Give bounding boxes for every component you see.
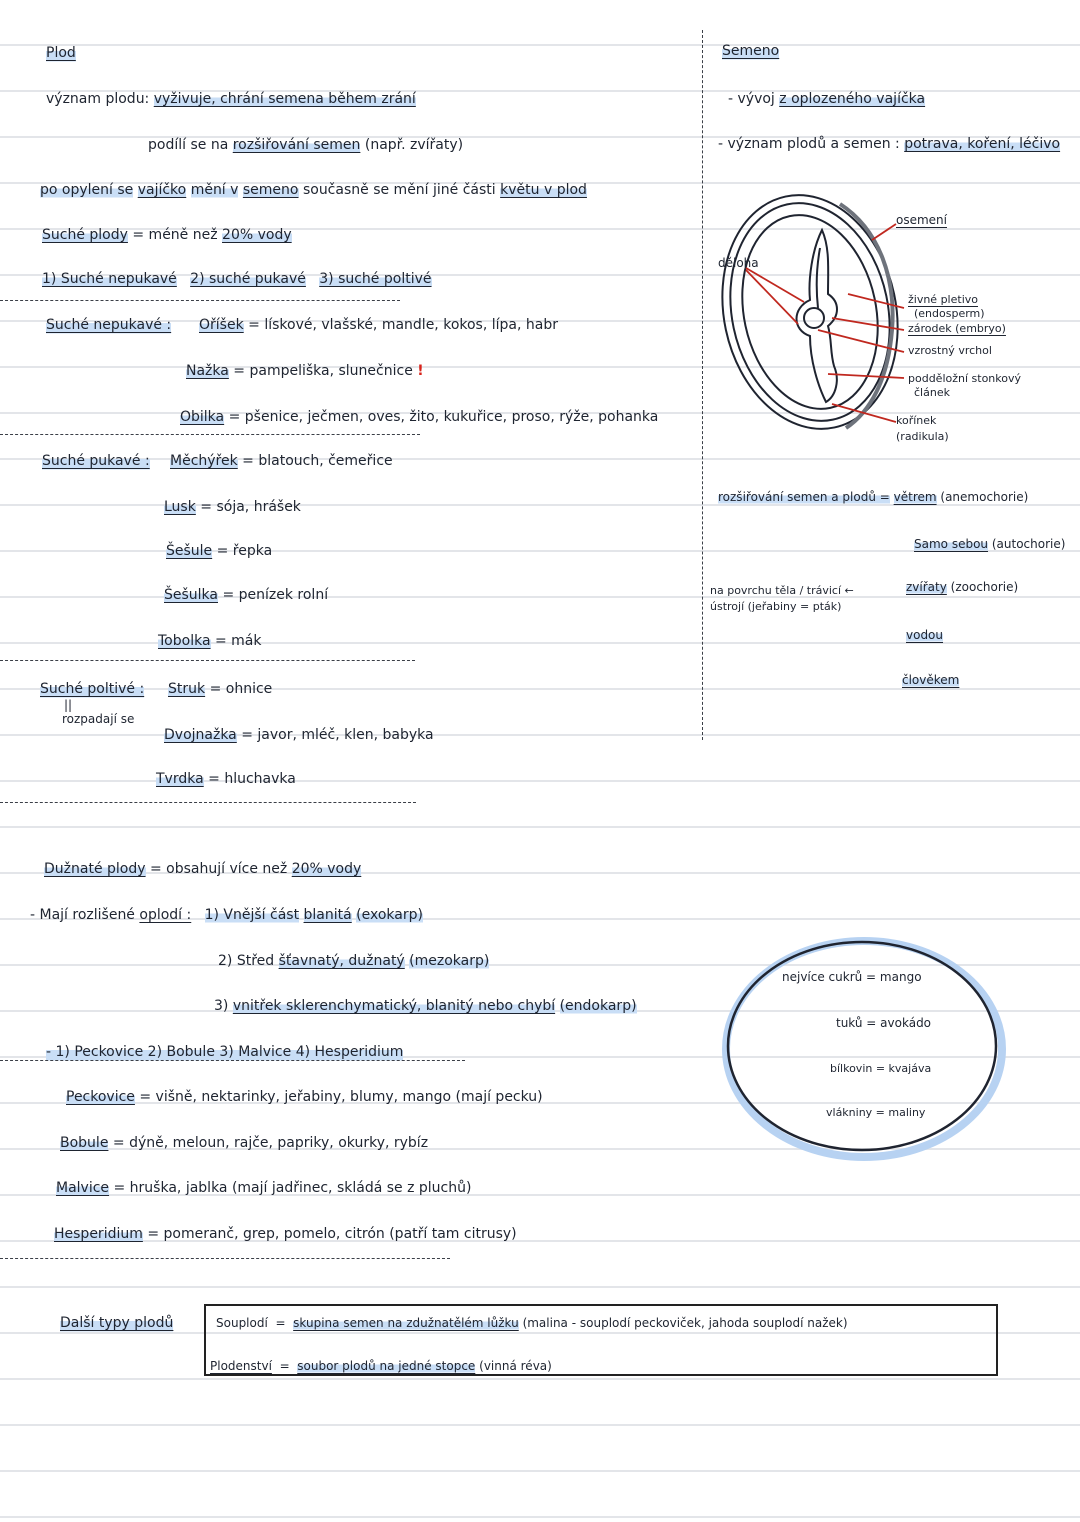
desc: = řepka	[216, 543, 273, 559]
rozsirovani-a: rozšiřování semen a plodů =	[718, 490, 890, 504]
layer2-c: (mezokarp)	[409, 953, 490, 969]
diagram-label-deloha: děloha	[718, 256, 759, 270]
desc: = hluchavka	[208, 771, 296, 787]
plod-title: Plod	[46, 45, 76, 61]
poltive-eq-sign: ||	[64, 698, 73, 712]
layer3-b: vnitřek sklerenchymatický, blanitý nebo chybí	[232, 998, 556, 1014]
opyleni-b: vajíčko	[137, 182, 187, 198]
desc: = hruška, jablka (mají jadřinec, skládá se z pluchů)	[113, 1180, 472, 1196]
divider-5	[0, 1060, 465, 1061]
plodenstvi-row	[210, 1359, 552, 1373]
rozsirovani-c: (anemochorie)	[940, 490, 1029, 504]
duznate-title: Dužnaté plody	[44, 861, 146, 877]
plodenstvi-note: (vinná réva)	[479, 1359, 552, 1373]
layer3-a: 3)	[214, 998, 229, 1014]
cotyledon-shape	[797, 230, 838, 402]
term: Obilka	[180, 409, 225, 425]
oplodi-b: oplodí :	[139, 907, 192, 923]
vyznam-plodu-line	[46, 90, 416, 108]
pukave-item-2	[166, 542, 272, 560]
term: Tvrdka	[156, 771, 204, 787]
oplodi-line	[30, 906, 423, 924]
divider-4	[0, 802, 416, 803]
samo-b: (autochorie)	[991, 537, 1066, 551]
rozsirovani-line	[718, 490, 1028, 504]
exclamation-mark: !	[417, 363, 424, 379]
divider-1	[0, 300, 400, 301]
pukave-item-4	[158, 632, 262, 650]
term: Peckovice	[66, 1089, 135, 1105]
term: Měchýřek	[170, 453, 238, 469]
circle-line-0: nejvíce cukrů = mango	[782, 970, 922, 984]
suche-def: = méně než	[132, 227, 218, 243]
pointer-deloha-b	[746, 270, 798, 324]
souplodi-term: Souplodí	[216, 1316, 268, 1330]
desc: = blatouch, čemeřice	[242, 453, 393, 469]
semeno-vyznam-a: - význam plodů a semen :	[718, 136, 900, 152]
oplodi-a: - Mají rozlišené	[30, 907, 135, 923]
embryo-axis	[817, 248, 820, 308]
semeno-vyznam-line	[718, 135, 1060, 153]
pointer-deloha-a	[746, 268, 804, 302]
term: Struk	[168, 681, 206, 697]
dalsi-title: Další typy plodů	[60, 1315, 174, 1331]
souplodi-note: (malina - souplodí peckoviček, jahoda souplodí nažek)	[522, 1316, 848, 1330]
nepukave-item-0	[199, 316, 558, 334]
diagram-label-podelozni: podděložní stonkový	[908, 372, 1022, 385]
duznate-def-b: 20% vody	[291, 861, 362, 877]
term: Hesperidium	[54, 1226, 143, 1242]
desc: = pšenice, ječmen, oves, žito, kukuřice, proso, rýže, pohanka	[228, 409, 659, 425]
podili-note: (např. zvířaty)	[364, 137, 464, 153]
diagram-label-radikula: (radikula)	[896, 430, 949, 443]
divider-3	[0, 660, 415, 661]
pointer-korinek	[832, 404, 896, 422]
pukave-item-0	[170, 452, 393, 470]
diagram-label-zarodek: zárodek (embryo)	[908, 322, 1006, 335]
desc: = dýně, meloun, rajče, papriky, okurky, rybíz	[112, 1135, 429, 1151]
nepukave-title: Suché nepukavé :	[46, 317, 172, 333]
vyznam-label: význam plodu:	[46, 91, 150, 107]
layer3-c: (endokarp)	[559, 998, 637, 1014]
layer1-a: 1) Vnější část	[204, 907, 300, 923]
souplodi-eq: =	[275, 1316, 286, 1330]
type-3: 3) suché poltivé	[319, 271, 432, 287]
pukave-item-1	[164, 498, 301, 516]
term: Malvice	[56, 1180, 110, 1196]
opyleni-line	[40, 181, 587, 199]
desc: = ohnice	[209, 681, 273, 697]
desc: = javor, mléč, klen, babyka	[241, 727, 434, 743]
poltive-note: rozpadají se	[62, 712, 135, 726]
souplodi-row	[216, 1316, 848, 1330]
povrch-line-1: na povrchu těla / trávicí ←	[710, 584, 854, 597]
samo-line	[914, 537, 1065, 551]
vodou: vodou	[906, 628, 944, 642]
duznate-def-a: = obsahují více než	[149, 861, 288, 877]
zviraty-a: zvířaty	[906, 580, 947, 594]
circle-line-3: vlákniny = maliny	[826, 1106, 926, 1119]
seed-coat-shading	[840, 204, 893, 428]
vyznam-text: vyživuje, chrání semena během zrání	[153, 91, 416, 107]
divider-2	[0, 434, 420, 435]
vyvoj-a: - vývoj	[728, 91, 775, 107]
type-2: 2) suché pukavé	[190, 271, 306, 287]
opyleni-e: současně se mění jiné části	[302, 182, 496, 198]
term: Tobolka	[158, 633, 211, 649]
opyleni-d: semeno	[242, 182, 299, 198]
desc: = penízek rolní	[222, 587, 329, 603]
layer3-line	[214, 997, 637, 1015]
layer2-b: šťavnatý, dužnatý	[278, 953, 405, 969]
diagram-label-clanek: článek	[914, 386, 950, 399]
divider-6	[0, 1258, 450, 1259]
nepukave-item-2	[180, 408, 658, 426]
desc: = pomeranč, grep, pomelo, citrón (patří tam citrusy)	[147, 1226, 517, 1242]
suche-types-line	[42, 270, 432, 288]
term: Dvojnažka	[164, 727, 237, 743]
layer1-b: blanitá	[303, 907, 352, 923]
term: Bobule	[60, 1135, 109, 1151]
poltive-item-0	[168, 680, 272, 698]
seed-coat-inner	[711, 188, 909, 436]
poltive-item-2	[156, 770, 296, 788]
opyleni-f: květu v plod	[500, 182, 587, 198]
semeno-title: Semeno	[722, 43, 780, 59]
zviraty-b: (zoochorie)	[950, 580, 1019, 594]
poltive-title: Suché poltivé :	[40, 681, 145, 697]
podili-highlight: rozšiřování semen	[232, 137, 361, 153]
plodenstvi-hl: soubor plodů na jedné stopce	[297, 1359, 476, 1373]
samo-a: Samo sebou	[914, 537, 989, 551]
rozsirovani-b: větrem	[893, 490, 937, 504]
duznate-types: - 1) Peckovice 2) Bobule 3) Malvice 4) Hesperidium	[46, 1044, 404, 1060]
vyvoj-b: z oplozeného vajíčka	[779, 91, 926, 107]
suche-pct: 20% vody	[222, 227, 292, 243]
desc: = mák	[214, 633, 262, 649]
povrch-line-2: ústrojí (jeřabiny = pták)	[710, 600, 842, 613]
term: Oříšek	[199, 317, 244, 333]
duznate-item-3	[54, 1225, 517, 1243]
seed-diagram	[700, 190, 1070, 460]
desc: = sója, hrášek	[200, 499, 301, 515]
layer1-c: (exokarp)	[356, 907, 423, 923]
type-1: 1) Suché nepukavé	[42, 271, 177, 287]
suche-title: Suché plody	[42, 227, 128, 243]
pointer-osemeni	[872, 224, 896, 240]
clovekem: člověkem	[902, 673, 960, 687]
diagram-label-endosperm: (endosperm)	[914, 307, 985, 320]
seed-coat-outer	[701, 179, 918, 446]
souplodi-hl: skupina semen na zdužnatělém lůžku	[293, 1316, 519, 1330]
diagram-label-osemeni: osemení	[896, 213, 947, 227]
duznate-item-0	[66, 1088, 543, 1106]
podili-line	[148, 136, 463, 154]
duznate-line	[44, 860, 361, 878]
term: Šešulka	[164, 587, 218, 603]
desc: = pampeliška, slunečnice	[233, 363, 413, 379]
circle-line-2: bílkovin = kvajáva	[830, 1062, 932, 1075]
semeno-vyznam-b: potrava, koření, léčivo	[904, 136, 1061, 152]
zviraty-line	[906, 580, 1018, 594]
podili-text: podílí se na	[148, 137, 229, 153]
term: Šešule	[166, 543, 213, 559]
opyleni-a: po opylení se	[40, 182, 134, 198]
opyleni-c: mění v	[190, 182, 239, 198]
circle-line-1: tuků = avokádo	[836, 1016, 932, 1030]
pukave-title: Suché pukavé :	[42, 453, 150, 469]
pukave-item-3	[164, 586, 328, 604]
nepukave-item-1	[186, 362, 424, 380]
poltive-item-1	[164, 726, 434, 744]
term: Lusk	[164, 499, 196, 515]
layer2-a: 2) Střed	[218, 953, 275, 969]
duznate-item-2	[56, 1179, 471, 1197]
layer2-line	[218, 952, 489, 970]
embryo-bud	[804, 308, 824, 328]
duznate-item-1	[60, 1134, 428, 1152]
plodenstvi-term: Plodenství	[210, 1359, 272, 1373]
diagram-label-zivne: živné pletivo	[908, 293, 978, 306]
diagram-label-vrchol: vzrostný vrchol	[908, 344, 992, 357]
desc: = višně, nektarinky, jeřabiny, blumy, mango (mají pecku)	[139, 1089, 543, 1105]
suche-plody-line	[42, 226, 292, 244]
plodenstvi-eq: =	[279, 1359, 290, 1373]
diagram-label-korinek: kořínek	[896, 414, 937, 427]
term: Nažka	[186, 363, 229, 379]
semeno-vyvoj-line	[728, 90, 925, 108]
desc: = lískové, vlašské, mandle, kokos, lípa, habr	[248, 317, 558, 333]
